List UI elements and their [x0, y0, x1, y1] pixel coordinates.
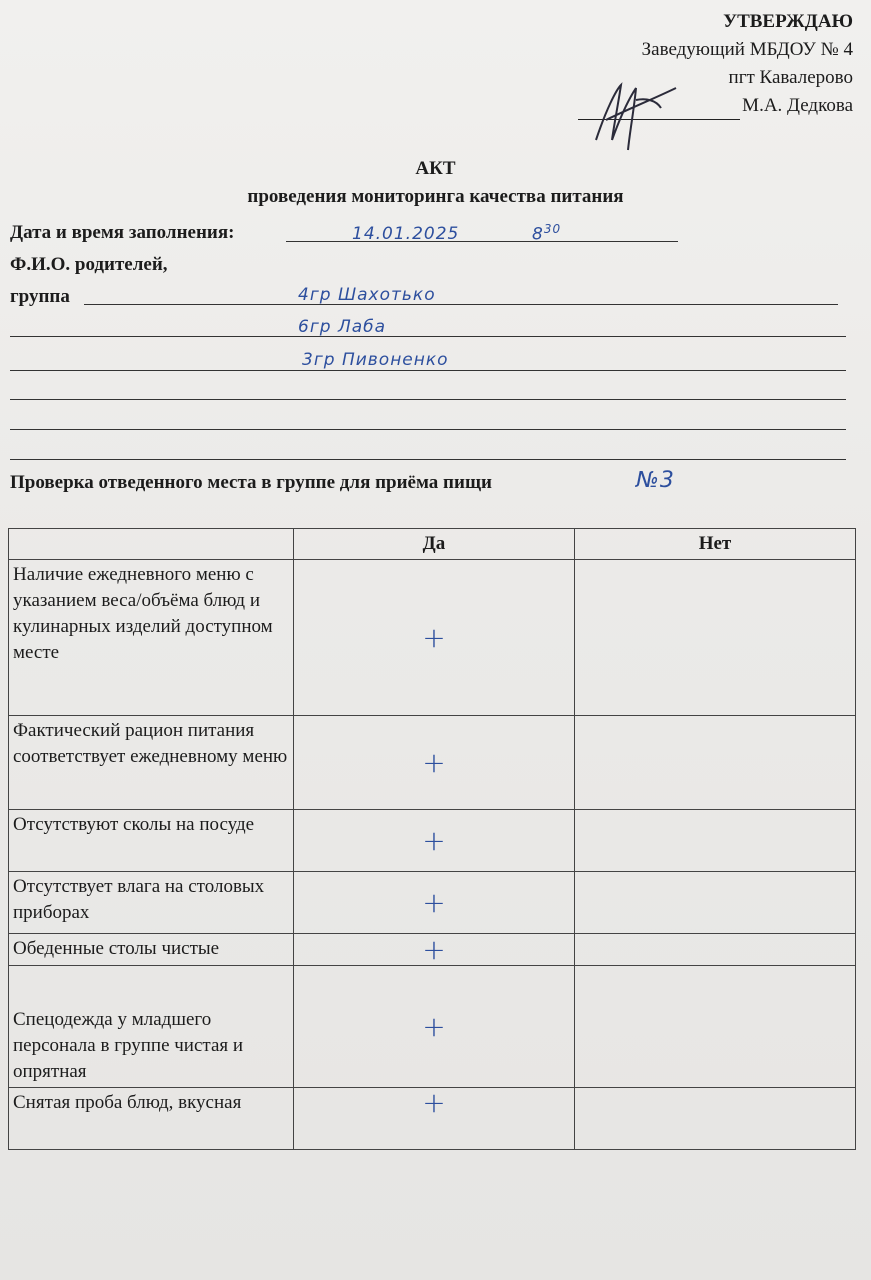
group-line-1 — [84, 304, 838, 305]
criterion-cell: Обеденные столы чистые — [9, 934, 294, 966]
blank-line-6 — [10, 459, 846, 460]
no-cell — [574, 934, 855, 966]
checklist-table — [8, 528, 856, 1150]
yes-mark: + — [293, 872, 574, 934]
time-value — [532, 222, 561, 245]
time-hours: 8 — [532, 224, 544, 245]
criterion-cell: Отсутствуют сколы на посуде — [9, 810, 294, 872]
no-cell — [574, 966, 855, 1088]
no-cell — [574, 810, 855, 872]
check-number: №3 — [636, 468, 675, 493]
table-row — [9, 716, 856, 810]
date-label: Дата и время заполнения: — [10, 222, 235, 243]
table-row — [9, 1088, 856, 1150]
table-row — [9, 934, 856, 966]
approval-place: пгт Кавалерово — [728, 67, 853, 88]
date-line — [286, 241, 678, 242]
group-line-2 — [10, 336, 846, 337]
yes-mark: + — [293, 966, 574, 1088]
group-label: группа — [10, 286, 70, 307]
blank-line-4 — [10, 399, 846, 400]
yes-mark: + — [293, 1088, 574, 1150]
check-title: Проверка отведенного места в группе для приёма пищи — [10, 472, 492, 493]
no-cell — [574, 1088, 855, 1150]
header-no: Нет — [574, 529, 855, 560]
document-title: АКТ — [415, 158, 456, 179]
criterion-cell: Фактический рацион питания соответствует ежедневному меню — [9, 716, 294, 810]
table-row — [9, 560, 856, 716]
date-value: 14.01.2025 — [352, 224, 460, 244]
signature-mark — [566, 70, 686, 160]
no-cell — [574, 560, 855, 716]
table-row — [9, 966, 856, 1088]
group-line-3 — [10, 370, 846, 371]
header-criterion — [9, 529, 294, 560]
table-header-row — [9, 529, 856, 560]
approval-position: Заведующий МБДОУ № 4 — [641, 39, 853, 60]
blank-line-5 — [10, 429, 846, 430]
group-entry-2: 6гр Лаба — [298, 317, 387, 337]
criterion-cell: Отсутствует влага на столовых приборах — [9, 872, 294, 934]
yes-mark: + — [293, 560, 574, 716]
criterion-cell: Снятая проба блюд, вкусная — [9, 1088, 294, 1150]
no-cell — [574, 716, 855, 810]
time-minutes: 30 — [543, 222, 562, 236]
approval-heading: УТВЕРЖДАЮ — [723, 11, 853, 32]
approval-name: М.А. Дедкова — [742, 95, 853, 116]
yes-mark: + — [293, 934, 574, 966]
no-cell — [574, 872, 855, 934]
yes-mark: + — [293, 716, 574, 810]
document-subtitle: проведения мониторинга качества питания — [247, 186, 624, 207]
group-entry-3: 3гр Пивоненко — [302, 350, 449, 370]
header-yes: Да — [293, 529, 574, 560]
yes-mark: + — [293, 810, 574, 872]
criterion-cell: Наличие ежедневного меню с указанием веса/объёма блюд и кулинарных изделий доступном месте — [9, 560, 294, 716]
table-row — [9, 810, 856, 872]
group-entry-1: 4гр Шахотько — [298, 285, 436, 305]
parents-label: Ф.И.О. родителей, — [10, 254, 168, 275]
criterion-cell: Спецодежда у младшего персонала в группе чистая и опрятная — [9, 966, 294, 1088]
table-row — [9, 872, 856, 934]
